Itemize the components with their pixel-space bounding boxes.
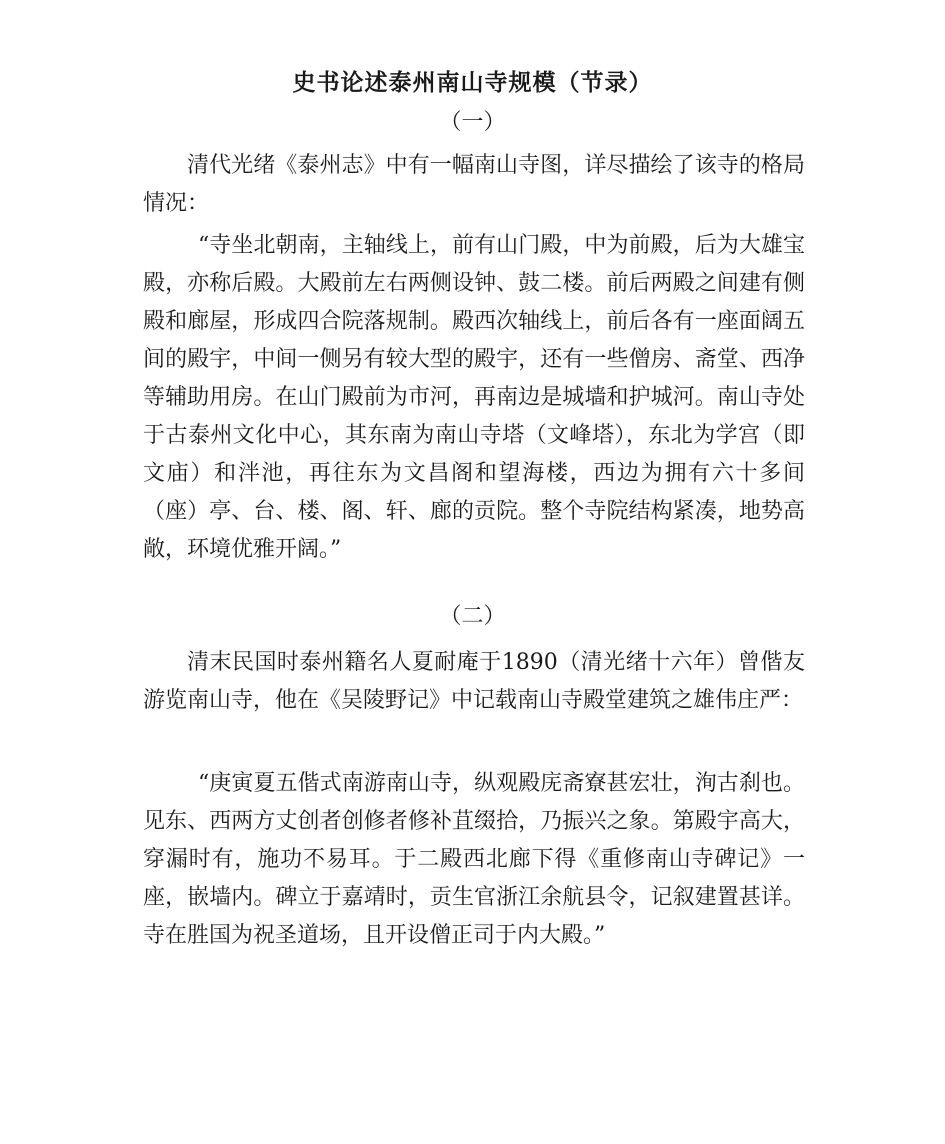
section-heading-2: （二）: [439, 604, 506, 629]
section-1-quote: “寺坐北朝南，主轴线上，前有山门殿，中为前殿，后为大雄宝殿，亦称后殿。大殿前左右两侧设钟、鼓二楼。前后两殿之间建有侧殿和廊屋，形成四合院落规制。殿西次轴线上，前后各有一座面阔五间的殿宇，中间一侧另有较大型的殿宇，还有一些僧房、斋堂、西净等辅助用房。在山门殿前为市河，再南边是城墙和护城河。南山寺处于古泰州文化中心，其东南为南山寺塔（文峰塔），东北为学宫（即文庙）和泮池，再往东为文昌阁和望海楼，西边为拥有六十多间（座）亭、台、楼、阁、轩、廊的贡院。整个寺院结构紧凑，地势高敞，环境优雅开阔。”: [143, 233, 805, 562]
section-heading-1: （一）: [439, 110, 506, 135]
section-2-quote: “庚寅夏五偕式南游南山寺，纵观殿庑斋寮甚宏壮，洵古刹也。见东、西两方丈创者创修者修补苴缀拾，乃振兴之象。第殿宇高大，穿漏时有，施功不易耳。于二殿西北廊下得《重修南山寺碑记》一座，嵌墙内。碑立于嘉靖时，贡生官浙江余航县令，记叙建置甚详。寺在胜国为祝圣道场，且开设僧正司于内大殿。”: [143, 771, 805, 948]
section-2-intro: 清末民国时泰州籍名人夏耐庵于1890（清光绪十六年）曾偕友游览南山寺，他在《吴陵野记》中记载南山寺殿堂建筑之雄伟庄严：: [143, 650, 805, 713]
page-title: 史书论述泰州南山寺规模（节录）: [292, 69, 653, 96]
section-1-intro: 清代光绪《泰州志》中有一幅南山寺图，详尽描绘了该寺的格局情况：: [143, 153, 805, 216]
